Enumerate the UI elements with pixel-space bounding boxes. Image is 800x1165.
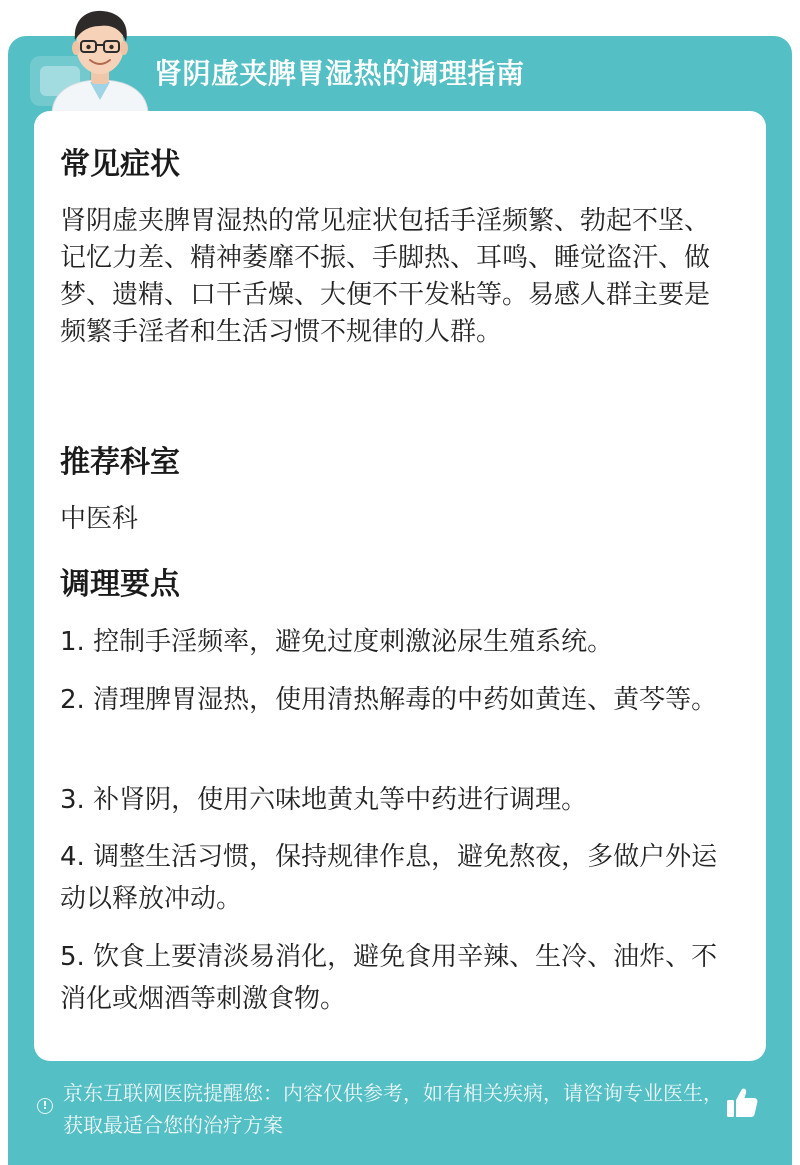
- page-title: 肾阴虚夹脾胃湿热的调理指南: [154, 57, 525, 90]
- tip-item-4: 4. 调整生活习惯，保持规律作息，避免熬夜，多做户外运动以释放冲动。: [60, 842, 718, 914]
- tip-item-5: 5. 饮食上要清淡易消化，避免食用辛辣、生冷、油炸、不消化或烟酒等刺激食物。: [60, 942, 718, 1014]
- department-heading: 推荐科室: [60, 445, 180, 480]
- thumbs-up-icon[interactable]: [724, 1085, 760, 1121]
- tip-item-3: 3. 补肾阴，使用六味地黄丸等中药进行调理。: [60, 785, 588, 815]
- tip-item-2: 2. 清理脾胃湿热，使用清热解毒的中药如黄连、黄芩等。: [60, 685, 718, 715]
- doctor-avatar-icon: [40, 4, 160, 112]
- symptoms-text: 肾阴虚夹脾胃湿热的常见症状包括手淫频繁、勃起不坚、记忆力差、精神萎靡不振、手脚热、耳鸣、睡觉盗汗、做梦、遗精、口干舌燥、大便不干发粘等。易感人群主要是频繁手淫者和生活习惯不规律的人群。: [60, 206, 711, 347]
- footer: [0, 1061, 800, 1165]
- symptoms-heading: 常见症状: [60, 147, 180, 182]
- tips-heading: 调理要点: [60, 567, 180, 602]
- tip-item-1: 1. 控制手淫频率，避免过度刺激泌尿生殖系统。: [60, 627, 614, 657]
- info-icon: !: [37, 1098, 53, 1114]
- content-card: [34, 111, 766, 1061]
- footer-notice: 京东互联网医院提醒您：内容仅供参考，如有相关疾病，请咨询专业医生，获取最适合您的治疗方案: [63, 1081, 723, 1137]
- department-text: 中医科: [60, 504, 139, 534]
